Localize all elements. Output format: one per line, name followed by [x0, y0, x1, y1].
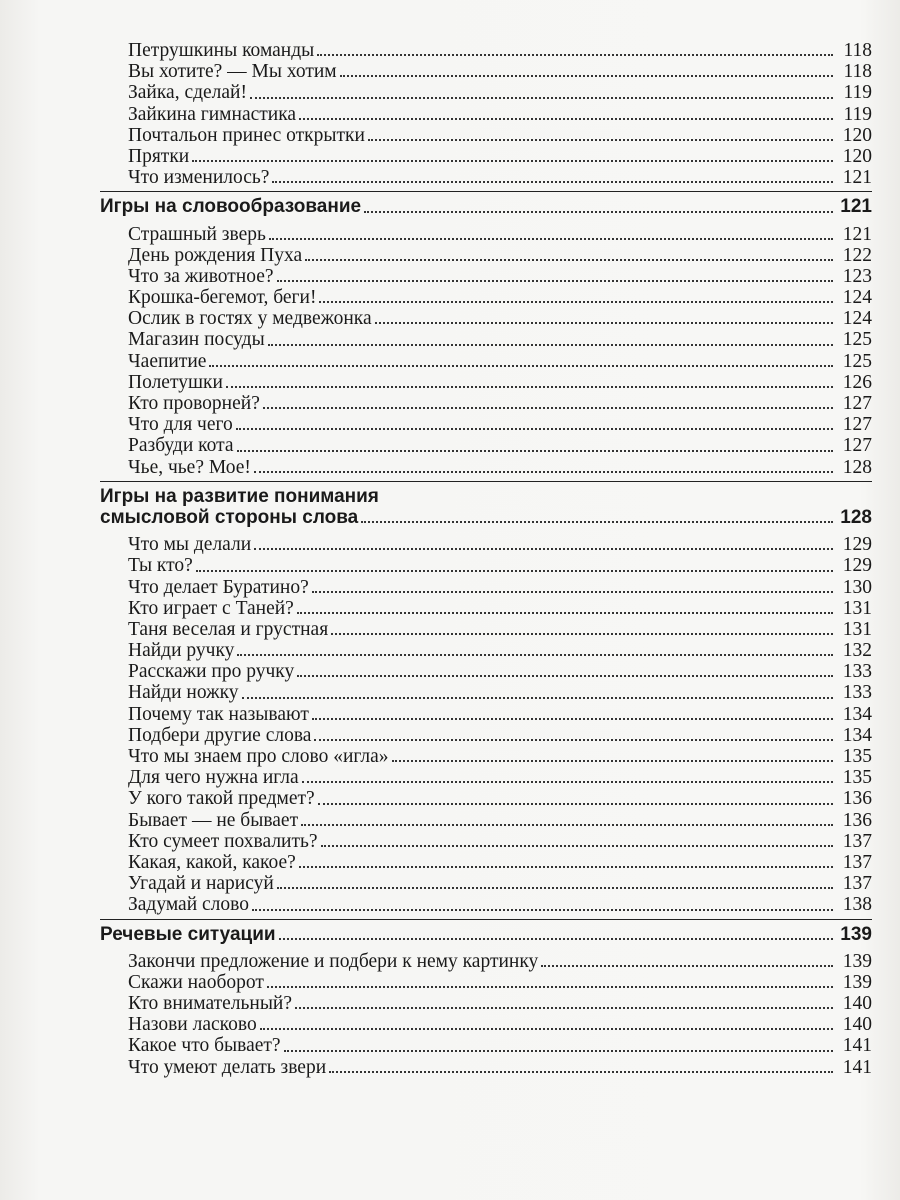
dot-leader [340, 74, 833, 77]
entry-page: 123 [842, 265, 872, 287]
dot-leader [237, 653, 833, 656]
entry-page: 125 [842, 329, 872, 351]
entry-page: 119 [843, 82, 872, 104]
entry-title: Скажи наоборот [128, 971, 264, 993]
entry-page: 124 [842, 308, 872, 330]
toc-group-3 [100, 534, 872, 915]
toc-entry [100, 245, 872, 266]
toc-entry [100, 852, 872, 873]
entry-page: 129 [842, 534, 872, 556]
dot-leader [375, 321, 833, 324]
toc-entry [100, 831, 872, 852]
dot-leader [252, 908, 833, 911]
entry-page: 122 [842, 244, 872, 266]
toc-entry [100, 640, 872, 661]
entry-page: 118 [843, 40, 872, 61]
entry-page: 133 [842, 682, 872, 704]
toc-entry [100, 372, 872, 393]
entry-page: 136 [842, 809, 872, 831]
entry-title: Задумай слово [128, 894, 249, 916]
dot-leader [192, 159, 833, 162]
dot-leader [305, 258, 833, 261]
toc-entry [100, 329, 872, 350]
toc-entry [100, 457, 872, 478]
entry-page: 120 [842, 145, 872, 167]
dot-leader [277, 279, 833, 282]
dot-leader [269, 237, 833, 240]
toc-entry [100, 746, 872, 767]
entry-page: 126 [842, 371, 872, 393]
entry-page: 134 [842, 703, 872, 725]
entry-title: Какое что бывает? [128, 1035, 281, 1057]
entry-page: 136 [842, 788, 872, 810]
entry-page: 141 [842, 1035, 872, 1057]
toc-entry [100, 287, 872, 308]
section-page: 139 [840, 923, 872, 945]
section-page: 128 [840, 506, 872, 528]
entry-page: 138 [842, 894, 872, 916]
entry-title: Что для чего [128, 414, 233, 436]
toc-group-4 [100, 951, 872, 1078]
entry-title: Зайкина гимнастика [128, 103, 297, 125]
entry-title: Петрушкины команды [128, 40, 315, 61]
toc-entry [100, 351, 872, 372]
toc-group-2 [100, 224, 872, 478]
toc-entry [100, 555, 872, 576]
toc-entry [100, 435, 872, 456]
entry-title: Ослик в гостях у медвежонка [128, 308, 372, 330]
dot-leader [312, 717, 833, 720]
entry-page: 127 [842, 414, 872, 436]
entry-page: 130 [842, 576, 872, 598]
dot-leader [361, 520, 833, 523]
toc-entry [100, 61, 872, 82]
entry-title: Подбери другие слова [128, 724, 312, 746]
entry-page: 135 [842, 767, 872, 789]
section-page: 121 [840, 196, 872, 218]
dot-leader [272, 180, 833, 183]
entry-page: 125 [842, 350, 872, 372]
dot-leader [268, 343, 833, 346]
entry-title: Кто сумеет похвалить? [128, 830, 318, 852]
table-of-contents [100, 40, 872, 1078]
entry-title: День рождения Пуха [128, 244, 303, 266]
dot-leader [299, 117, 833, 120]
toc-entry [100, 266, 872, 287]
entry-page: 134 [842, 724, 872, 746]
toc-entry [100, 704, 872, 725]
entry-title: Почтальон принес открытки [128, 124, 365, 146]
dot-leader [318, 802, 833, 805]
entry-page: 137 [842, 873, 872, 895]
entry-page: 121 [842, 167, 872, 189]
dot-leader [299, 865, 833, 868]
dot-leader [301, 823, 833, 826]
dot-leader [209, 364, 833, 367]
entry-title: Назови ласково [128, 1014, 257, 1036]
dot-leader [364, 210, 833, 213]
entry-title: Что мы делали [128, 534, 252, 556]
toc-entry [100, 1014, 872, 1035]
dot-leader [236, 427, 833, 430]
toc-entry [100, 725, 872, 746]
entry-title: Ты кто? [128, 555, 193, 577]
entry-page: 137 [842, 851, 872, 873]
entry-title: Чье, чье? Мое! [128, 456, 251, 478]
toc-entry [100, 577, 872, 598]
dot-leader [242, 696, 833, 699]
entry-page: 120 [842, 124, 872, 146]
entry-title: Вы хотите? — Мы хотим [128, 61, 337, 83]
entry-title: Таня веселая и грустная [128, 618, 329, 640]
entry-title: Закончи предложение и подбери к нему картинку [128, 950, 539, 972]
toc-section-heading-line1 [100, 486, 872, 507]
dot-leader [260, 1027, 833, 1030]
entry-page: 127 [842, 393, 872, 414]
entry-title: Угадай и нарисуй [128, 873, 274, 895]
entry-title: Бывает — не бывает [128, 809, 299, 831]
entry-title: Какая, какой, какое? [128, 851, 296, 873]
toc-entry [100, 951, 872, 972]
dot-leader [297, 674, 833, 677]
entry-title: Что умеют делать звери [128, 1056, 327, 1078]
entry-title: Что мы знаем про слово «игла» [128, 746, 389, 767]
entry-title: Что изменилось? [128, 167, 270, 189]
toc-entry [100, 788, 872, 809]
entry-title: Кто внимательный? [128, 993, 293, 1015]
dot-leader [196, 569, 833, 572]
toc-entry [100, 167, 872, 188]
entry-title: Кто проворней? [128, 393, 260, 414]
entry-title: Расскажи про ручку [128, 661, 295, 683]
entry-page: 141 [842, 1056, 872, 1078]
entry-title: Разбуди кота [128, 435, 234, 457]
section-divider [100, 191, 872, 192]
section-divider [100, 919, 872, 920]
dot-leader [297, 611, 833, 614]
entry-title: Страшный зверь [128, 223, 266, 245]
entry-page: 119 [843, 103, 872, 125]
toc-entry [100, 104, 872, 125]
dot-leader [314, 738, 833, 741]
entry-title: Для чего нужна игла [128, 767, 299, 789]
toc-section-heading [100, 924, 872, 945]
section-title: Игры на словообразование [100, 196, 362, 218]
entry-title: Что за животное? [128, 265, 274, 287]
toc-entry [100, 393, 872, 414]
toc-group-1 [100, 40, 872, 188]
section-title-line2: смысловой стороны слова [100, 506, 359, 528]
entry-title: Магазин посуды [128, 329, 265, 351]
dot-leader [331, 632, 833, 635]
dot-leader [319, 300, 833, 303]
entry-title: Полетушки [128, 371, 223, 393]
dot-leader [368, 138, 833, 141]
entry-title: Почему так называют [128, 703, 309, 725]
toc-section-heading [100, 196, 872, 217]
entry-page: 132 [842, 640, 872, 662]
dot-leader [321, 844, 833, 847]
toc-entry [100, 534, 872, 555]
section-divider [100, 481, 872, 482]
dot-leader [279, 937, 833, 940]
entry-page: 133 [842, 661, 872, 683]
dot-leader [284, 1049, 833, 1052]
entry-page: 140 [842, 993, 872, 1015]
dot-leader [254, 547, 833, 550]
toc-entry [100, 82, 872, 103]
toc-entry [100, 125, 872, 146]
entry-page: 121 [842, 223, 872, 245]
toc-entry [100, 308, 872, 329]
dot-leader [267, 985, 833, 988]
section-title: Речевые ситуации [100, 923, 276, 945]
toc-entry [100, 972, 872, 993]
entry-title: Кто играет с Таней? [128, 597, 294, 619]
entry-page: 118 [843, 61, 872, 83]
dot-leader [237, 449, 833, 452]
entry-page: 137 [842, 830, 872, 852]
toc-entry [100, 767, 872, 788]
entry-title: Прятки [128, 145, 190, 167]
toc-section-heading [100, 507, 872, 528]
dot-leader [250, 96, 833, 99]
entry-page: 139 [842, 971, 872, 993]
toc-entry [100, 810, 872, 831]
entry-title: Найди ножку [128, 682, 239, 704]
dot-leader [277, 886, 833, 889]
entry-title: Что делает Буратино? [128, 576, 309, 598]
entry-page: 140 [842, 1014, 872, 1036]
section-title-line1: Игры на развитие понимания [100, 485, 379, 507]
toc-entry [100, 993, 872, 1014]
dot-leader [295, 1006, 833, 1009]
dot-leader [392, 759, 833, 762]
toc-entry [100, 414, 872, 435]
dot-leader [312, 590, 833, 593]
entry-page: 139 [842, 950, 872, 972]
toc-entry [100, 619, 872, 640]
entry-page: 131 [842, 597, 872, 619]
toc-entry [100, 224, 872, 245]
entry-page: 131 [842, 618, 872, 640]
toc-entry [100, 661, 872, 682]
toc-entry [100, 598, 872, 619]
entry-page: 127 [842, 435, 872, 457]
dot-leader [541, 964, 833, 967]
entry-title: Чаепитие [128, 350, 207, 372]
entry-title: Зайка, сделай! [128, 82, 247, 104]
entry-title: Крошка-бегемот, беги! [128, 287, 317, 309]
dot-leader [226, 385, 833, 388]
dot-leader [263, 406, 833, 409]
toc-entry [100, 40, 872, 61]
toc-entry [100, 1035, 872, 1056]
dot-leader [317, 53, 833, 56]
dot-leader [254, 470, 833, 473]
toc-entry [100, 894, 872, 915]
entry-page: 129 [842, 555, 872, 577]
toc-entry [100, 682, 872, 703]
entry-page: 124 [842, 287, 872, 309]
entry-title: У кого такой предмет? [128, 788, 315, 810]
entry-page: 128 [842, 456, 872, 478]
toc-entry [100, 1057, 872, 1078]
entry-title: Найди ручку [128, 640, 235, 662]
dot-leader [329, 1070, 833, 1073]
toc-entry [100, 146, 872, 167]
dot-leader [302, 780, 833, 783]
entry-page: 135 [842, 746, 872, 767]
toc-entry [100, 873, 872, 894]
